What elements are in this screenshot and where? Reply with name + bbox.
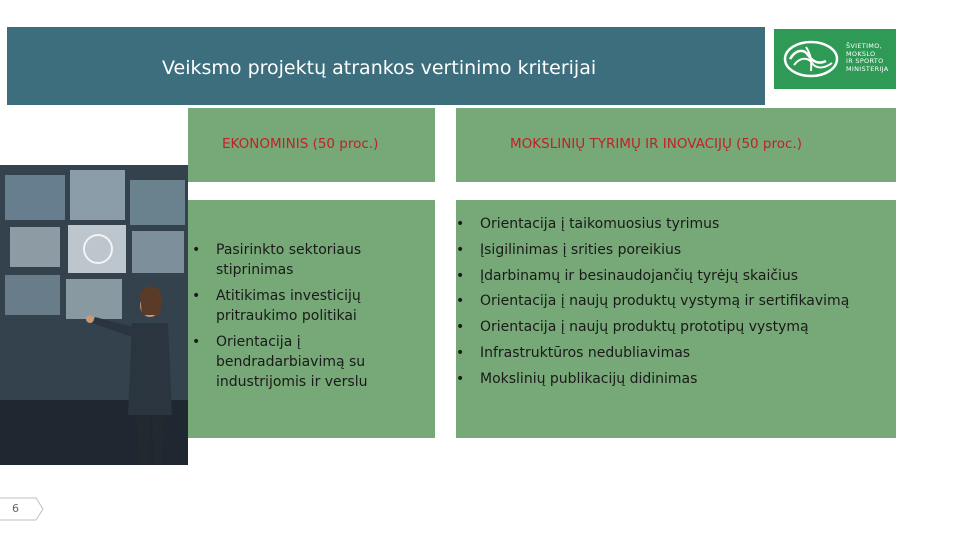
logo-line: MINISTERIJA (846, 64, 889, 73)
logo-line: MOKSLO (846, 49, 876, 58)
logo-line: ŠVIETIMO, (846, 42, 882, 50)
list-item: • Orientacija į bendradarbiavimą su industrijomis ir verslu (192, 332, 417, 392)
list-item: • Infrastruktūros nedubliavimas (456, 341, 886, 367)
list-item: • Įdarbinamų ir besinaudojančių tyrėjų skaičius (456, 264, 886, 290)
list-item: • Pasirinkto sektoriaus stiprinimas (192, 240, 417, 280)
economic-criteria-list (192, 240, 417, 398)
page-number-tab (0, 497, 44, 521)
economic-criteria-panel (188, 200, 435, 438)
logo-text (846, 43, 889, 73)
science-criteria-panel (456, 200, 896, 438)
slide-title: Veiksmo projektų atrankos vertinimo kriterijai (162, 57, 597, 79)
list-item: • Mokslinių publikacijų didinimas (456, 367, 886, 393)
science-criteria-list (456, 212, 886, 393)
logo-line: IR SPORTO (846, 57, 884, 65)
economic-heading: EKONOMINIS (50 proc.) (222, 136, 379, 152)
list-item: • Orientacija į taikomuosius tyrimus (456, 212, 886, 238)
list-item: • Atitikimas investicijų pritraukimo politikai (192, 286, 417, 326)
title-bar (7, 27, 765, 105)
page-number (0, 497, 44, 521)
list-item: • Įsigilinimas į srities poreikius (456, 238, 886, 264)
technology-photo (0, 165, 188, 465)
science-heading: MOKSLINIŲ TYRIMŲ IR INOVACIJŲ (50 proc.) (510, 136, 802, 152)
list-item: • Orientacija į naujų produktų vystymą ir sertifikavimą (456, 289, 886, 315)
technology-photo-illustration (0, 165, 188, 465)
page-number-label: 6 (12, 502, 19, 515)
science-heading-panel (456, 108, 896, 182)
economic-heading-panel (188, 108, 435, 182)
ministry-logo (774, 29, 896, 89)
ministry-emblem-icon (782, 39, 840, 79)
list-item: • Orientacija į naujų produktų prototipų vystymą (456, 315, 886, 341)
